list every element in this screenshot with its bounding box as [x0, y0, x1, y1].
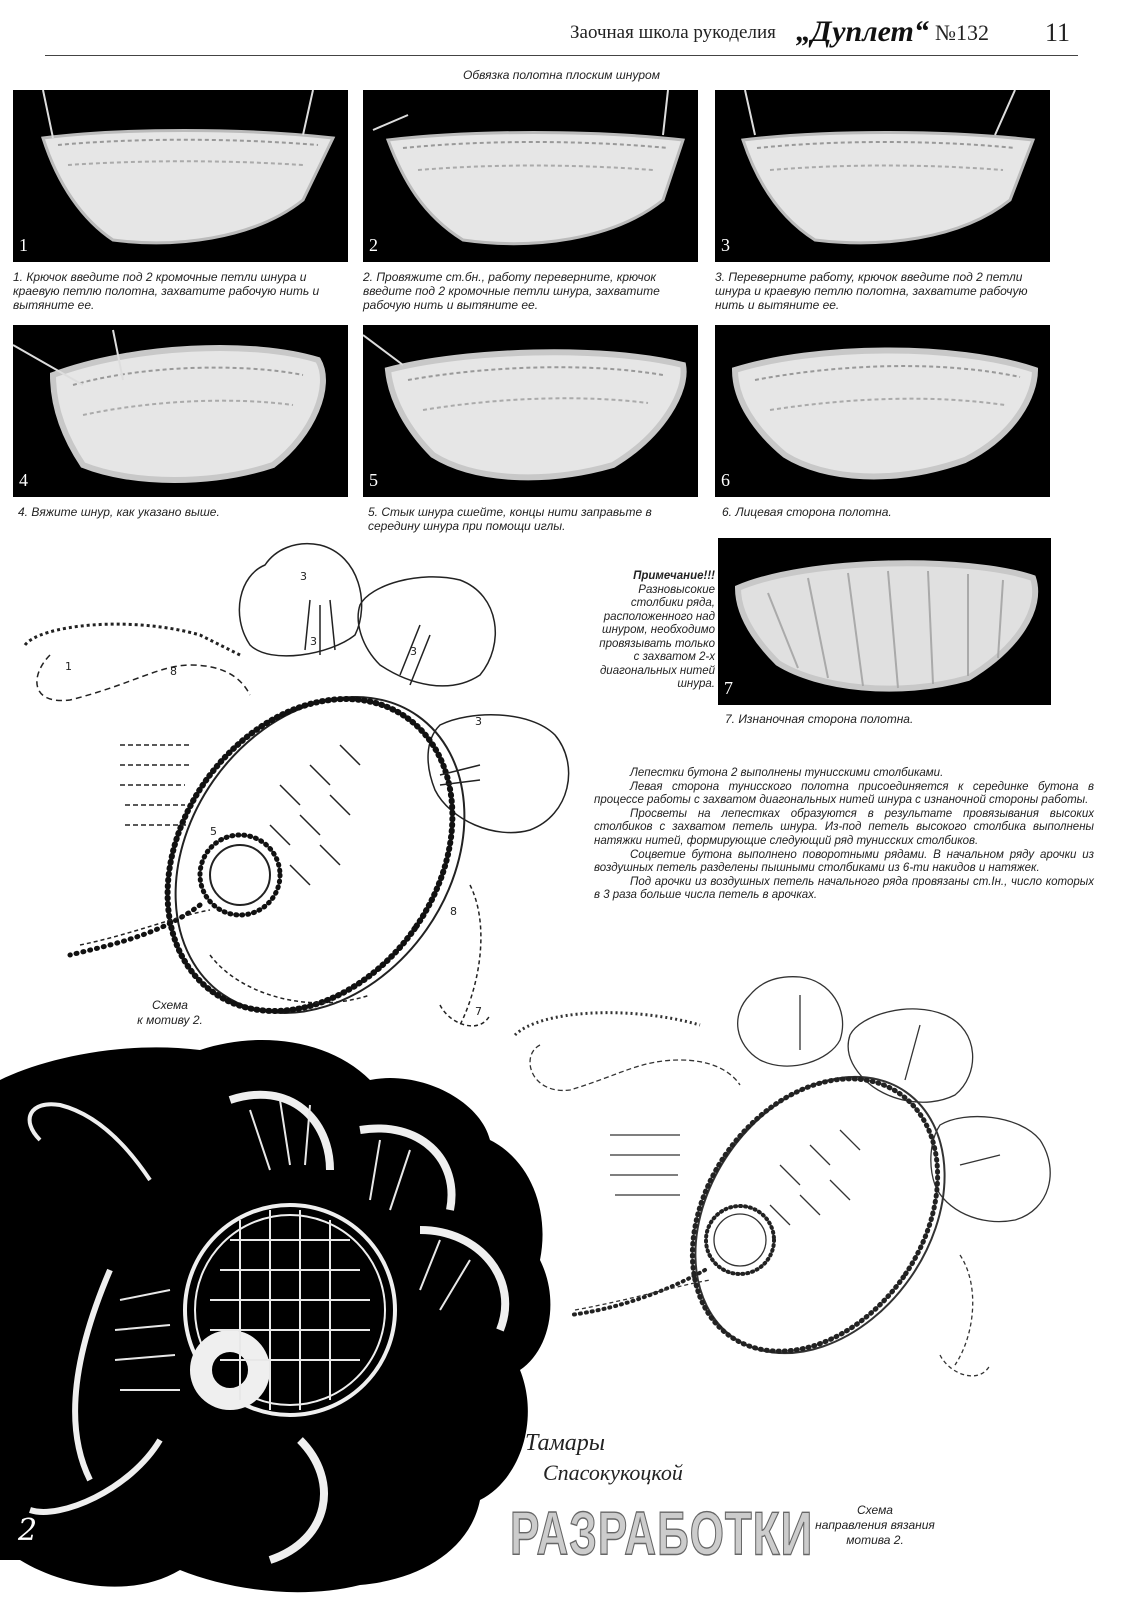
instructions-paragraph: Соцветие бутона выполнено поворотными рядами. В начальном ряду арочки из воздушных петель разделены пышными столбиками из 6-ти накидов и натяжек.	[594, 848, 1094, 875]
svg-text:1: 1	[65, 660, 72, 673]
schema-label-1	[110, 998, 230, 1028]
step-caption-3: 3. Переверните работу, крючок введите под 2 петли шнура и краевую петлю полотна, захватите рабочую нить и вытяните ее.	[715, 270, 1028, 312]
step-number: 3	[721, 235, 730, 255]
svg-text:8: 8	[450, 905, 457, 918]
instructions-paragraph: Просветы на лепестках образуются в результате провязывания высоких столбиков с захватом петель шнура. Из-под петель высокого столбика выполнены натяжки нитей, формирующие следующий ряд тунисских столбиков.	[594, 807, 1094, 847]
step-number: 4	[19, 470, 28, 490]
step-caption-7: 7. Изнаночная сторона полотна.	[725, 712, 914, 726]
instructions-paragraph: Лепестки бутона 2 выполнены тунисскими столбиками.	[630, 767, 944, 779]
step-photo-2	[363, 90, 698, 262]
svg-text:3: 3	[300, 570, 307, 583]
instructions-text	[594, 767, 1094, 903]
schema-label-line: направления вязания	[815, 1518, 935, 1532]
step-caption-1: 1. Крючок введите под 2 кромочные петли шнура и краевую петлю полотна, захватите рабочую нить и вытяните ее.	[13, 270, 320, 312]
motif-number: 2	[18, 1513, 38, 1548]
step-photo-6	[715, 325, 1050, 497]
svg-text:8: 8	[170, 665, 177, 678]
step-photo-5	[363, 325, 698, 497]
schema-label-2	[790, 1503, 960, 1548]
svg-text:3: 3	[410, 645, 417, 658]
step-photo-7	[718, 538, 1051, 705]
step-photo-4	[13, 325, 348, 497]
note-text: Разновысокие столбики ряда, расположенного над шнуром, необходимо провязывать только с захватом 2-х диагональных нитей шнура.	[599, 583, 715, 690]
svg-text:5: 5	[210, 825, 217, 838]
step-number: 6	[721, 470, 730, 490]
page-number: 11	[1045, 18, 1071, 47]
schema-label-line: Схема	[152, 998, 188, 1012]
step-caption-4: 4. Вяжите шнур, как указано выше.	[18, 505, 220, 519]
svg-text:3: 3	[310, 635, 317, 648]
schema-label-line: к мотиву 2.	[137, 1013, 203, 1027]
author-name: Спасокукоцкой	[543, 1460, 683, 1485]
instructions-paragraph: Левая сторона тунисского полотна присоединяется к серединке бутона в процессе работы с захватом диагональных нитей шнура с изнаночной стороны работы.	[594, 780, 1094, 807]
instructions-paragraph: Под арочки из воздушных петель начального ряда провязаны ст.Iн., число которых в 3 раза больше числа петель в арочках.	[594, 875, 1094, 902]
author-brand-text: РАЗРАБОТКИ	[510, 1500, 814, 1569]
step-number: 2	[369, 235, 378, 255]
step-number: 1	[19, 235, 28, 255]
school-name: Заочная школа рукоделия	[570, 22, 776, 43]
schema-label-line: Схема	[857, 1503, 893, 1517]
crochet-diagram-2	[510, 965, 1100, 1395]
step-number: 5	[369, 470, 378, 490]
note-box	[595, 570, 715, 692]
author-signature	[495, 1420, 814, 1600]
page-header	[0, 0, 1123, 62]
step-photo-1	[13, 90, 348, 262]
svg-text:7: 7	[475, 1005, 482, 1018]
step-caption-5: 5. Стык шнура сшейте, концы нити заправьте в середину шнура при помощи иглы.	[368, 505, 652, 533]
section-title: Обвязка полотна плоским шнуром	[463, 68, 660, 82]
header-rule	[45, 55, 1078, 56]
author-first-line: Тамары	[525, 1430, 606, 1456]
step-number: 7	[724, 678, 733, 698]
step-photo-3	[715, 90, 1050, 262]
step-caption-6: 6. Лицевая сторона полотна.	[722, 505, 892, 519]
step-caption-2: 2. Провяжите ст.бн., работу переверните, крючок введите под 2 кромочные петли шнура, захватите рабочую нить и вытяните ее.	[363, 270, 660, 312]
svg-text:3: 3	[475, 715, 482, 728]
note-title: Примечание!!!	[633, 570, 715, 582]
issue-number: №132	[935, 20, 989, 45]
magazine-brand: „Дуплет“	[796, 15, 929, 48]
schema-label-line: мотива 2.	[846, 1533, 904, 1547]
motif-photo	[0, 1040, 560, 1600]
